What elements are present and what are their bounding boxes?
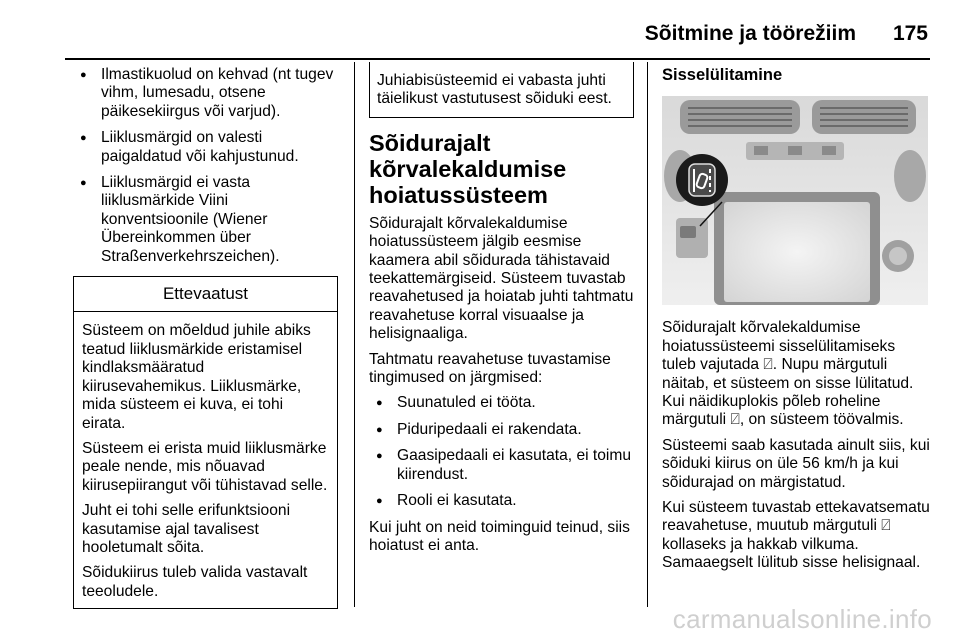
caution-paragraph: Juht ei tohi selle erifunktsiooni kasutamise ajal tavalisest hooletumalt sõita. (82, 502, 291, 556)
caution-paragraph: Süsteem on mõeldud juhile abiks teatud liiklusmärkide eristamisel kindlaksmääratud kiirusevahemikus. Liiklusmärke, mida süsteem ei kuva, ei tohi eirata. (82, 322, 311, 432)
header-rule (65, 58, 930, 60)
body-paragraph: Sõidurajalt kõrvalekaldumise hoiatussüsteemi sisselülitamiseks tuleb vajutada ⍁. Nupu märgutuli näitab, et süsteem on sisse lülitatud. Kui näidikuplokis põleb roheline märgutuli ⍁, on süsteem töövalmis. (662, 319, 914, 429)
intro-paragraph: Sõidurajalt kõrvalekaldumise hoiatussüsteem jälgib eesmise kaamera abil sõidurada tähistavaid teekattemärgiseid. Süsteem tuvastab reavahetused ja hoiatab juhti tahtmatu reavahetuse korral visuaalse ja helisignaaliga. (369, 214, 634, 343)
caution-paragraph: Sõidukiirus tuleb valida vastavalt teeoludele. (82, 564, 308, 600)
list-item: ● Liiklusmärgid ei vasta liiklusmärkide Viini konventsioonile (Wiener Übereinkommen über Straßenverkehrszeichen). (73, 174, 338, 266)
list-item: ● Gaasipedaali ei kasutata, ei toimu kiirendust. (369, 447, 634, 484)
subsection-title: Sisselülitamine (662, 66, 783, 84)
column-divider-1 (354, 62, 355, 607)
column-divider-2 (647, 62, 648, 607)
list-item: ● Ilmastikuolud on kehvad (nt tugev vihm, lumesadu, otsene päikesekiirgus või varjud). (73, 66, 338, 121)
dashboard-illustration (662, 96, 928, 305)
list-item: ● Liiklusmärgid on valesti paigaldatud või kahjustunud. (73, 129, 338, 166)
body-paragraph: Kui süsteem tuvastab ettekavatsematu reavahetuse, muutub märgutuli ⍁ kollaseks ja hakkab vilkuma. Samaaegselt lülitub sisse helisignaal. (662, 499, 930, 572)
outro-paragraph: Kui juht on neid toiminguid teinud, siis hoiatust ei anta. (369, 518, 630, 554)
section-title: Sõidurajalt kõrvalekaldumise hoiatussüsteem (369, 129, 567, 208)
column-middle (369, 62, 634, 562)
list-item: ● Suunatuled ei tööta. (369, 394, 634, 412)
list-item: ● Rooli ei kasutata. (369, 492, 634, 510)
page-number: 175 (892, 22, 928, 45)
header-title: Sõitmine ja töörežiim (644, 22, 856, 45)
conditions-intro: Tahtmatu reavahetuse tuvastamise tingimused on järgmised: (369, 350, 611, 387)
caution-title: Ettevaatust (74, 277, 337, 312)
note-box: Juhiabisüsteemid ei vabasta juhti täielikust vastutusest sõiduki eest. (369, 62, 634, 118)
list-item: ● Piduripedaali ei rakendata. (369, 421, 634, 439)
caution-box (73, 276, 338, 609)
column-right (662, 66, 930, 580)
caution-paragraph: Süsteem ei erista muid liiklusmärke peale nende, mis nõuavad kiirusepiirangut või tühistavad selle. (82, 439, 328, 494)
body-paragraph: Süsteemi saab kasutada ainult siis, kui sõiduki kiirus on üle 56 km/h ja kui sõidurajad on märgistatud. (662, 436, 930, 491)
page-header (0, 22, 928, 52)
column-left (73, 66, 338, 609)
caution-body (74, 312, 337, 601)
watermark: carmanualsonline.info (672, 604, 932, 634)
